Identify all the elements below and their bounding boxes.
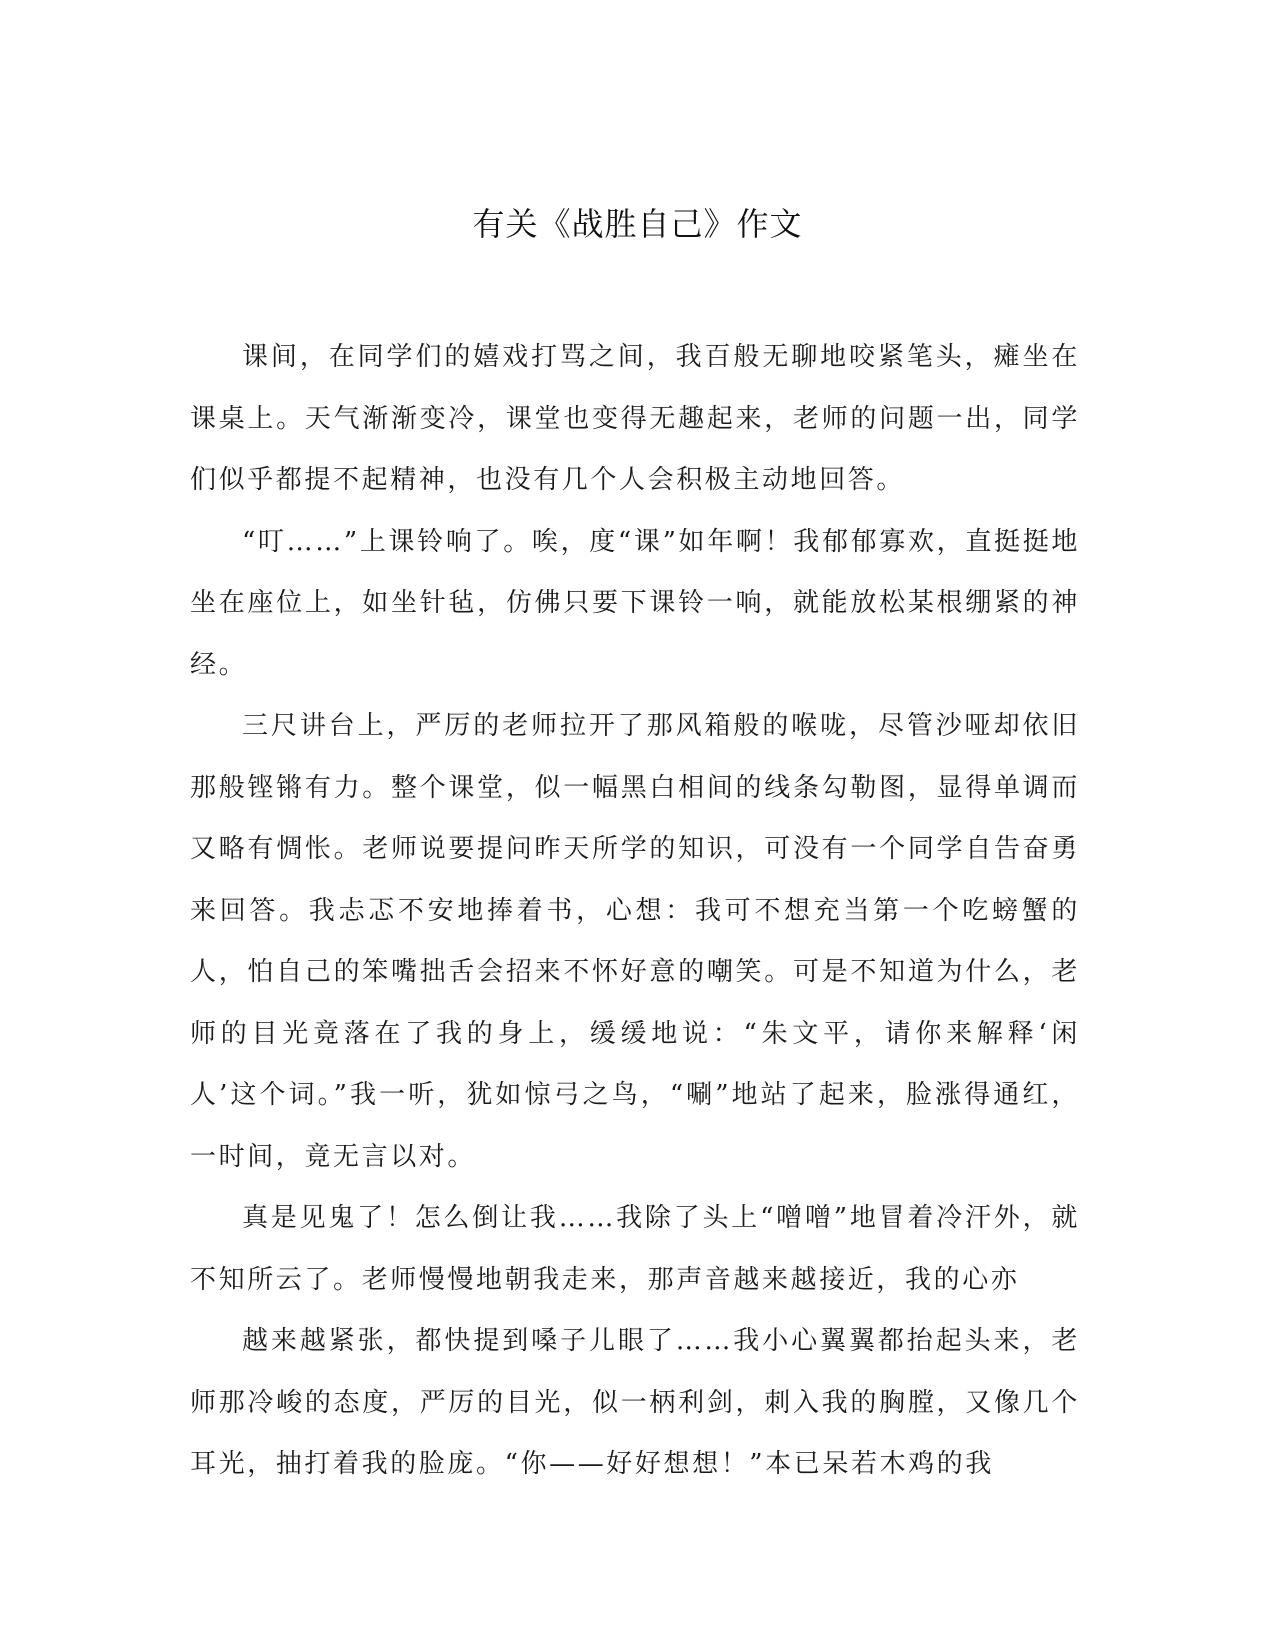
paragraph: “叮……”上课铃响了。唉，度“课”如年啊！我郁郁寡欢，直挺挺地坐在座位上，如坐针毡，仿佛只要下课铃一响，就能放松某根绷紧的神经。	[190, 526, 1080, 680]
paragraph: 三尺讲台上，严厉的老师拉开了那风箱般的喉咙，尽管沙哑却依旧那般铿锵有力。整个课堂，似一幅黑白相间的线条勾勒图，显得单调而又略有惆怅。老师说要提问昨天所学的知识，可没有一个同学自告奋勇来回答。我忐忑不安地捧着书，心想：我可不想充当第一个吃螃蟹的人，怕自己的笨嘴拙舌会招来不怀好意的嘲笑。可是不知道为什么，老师的目光竟落在了我的身上，缓缓地说：“朱文平，请你来解释‘闲人’这个词。”我一听，犹如惊弓之鸟，“唰”地站了起来，脸涨得通红，一时间，竟无言以对。	[190, 711, 1080, 1172]
paragraph: 越来越紧张，都快提到嗓子儿眼了……我小心翼翼都抬起头来，老师那冷峻的态度，严厉的目光，似一柄利剑，刺入我的胸膛，又像几个耳光，抽打着我的脸庞。“你——好好想想！”本已呆若木鸡的我	[190, 1326, 1080, 1479]
paragraph: 课间，在同学们的嬉戏打骂之间，我百般无聊地咬紧笔头，瘫坐在课桌上。天气渐渐变冷，课堂也变得无趣起来，老师的问题一出，同学们似乎都提不起精神，也没有几个人会积极主动地回答。	[190, 342, 1080, 495]
paragraph: 真是见鬼了！怎么倒让我……我除了头上“噌噌”地冒着冷汗外，就不知所云了。老师慢慢地朝我走来，那声音越来越接近，我的心亦	[190, 1203, 1080, 1295]
document-title: 有关《战胜自己》作文	[472, 205, 803, 243]
document-body	[190, 327, 1080, 1496]
